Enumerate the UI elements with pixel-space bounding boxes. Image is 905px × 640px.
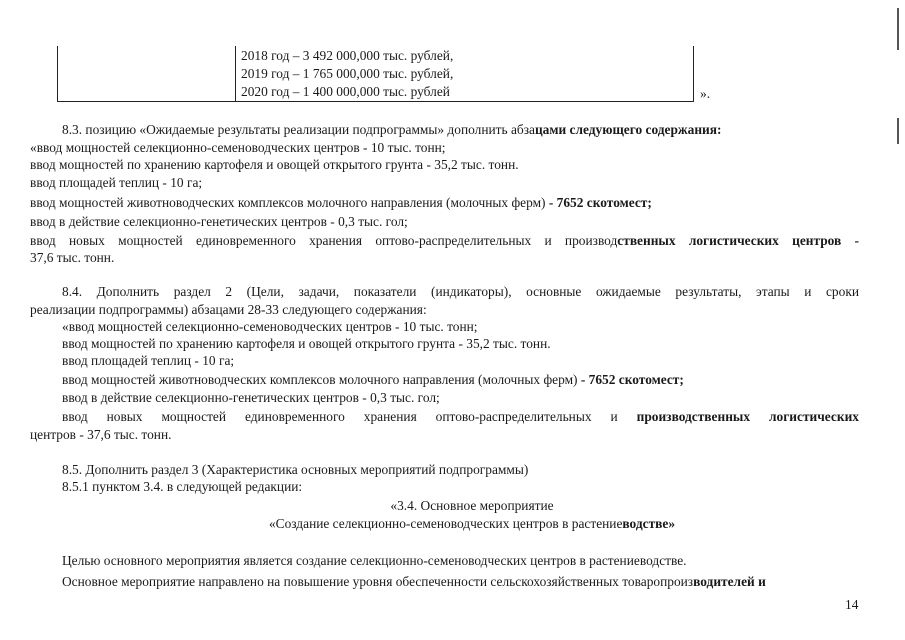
s84-line-3: ввод площадей теплиц - 10 га; [62, 353, 235, 368]
s83-line-6 [30, 233, 859, 249]
s83-line-4-text: ввод мощностей животноводческих комплексов молочного направления (молочных ферм) [30, 195, 546, 210]
s84-line-4-text: ввод мощностей животноводческих комплексов молочного направления (молочных ферм) [62, 372, 578, 387]
table-right-border [693, 46, 694, 102]
s83-heading [62, 122, 721, 138]
page-number: 14 [845, 597, 859, 612]
s83-line-6-text: ввод новых мощностей единовременного хранения оптово-распределительных и производ [30, 233, 618, 248]
scan-edge-mark [897, 118, 899, 144]
s83-line-1: «ввод мощностей селекционно-семеноводческих центров - 10 тыс. тонн; [30, 140, 446, 155]
s85-line-2: 8.5.1 пунктом 3.4. в следующей редакции: [62, 479, 303, 494]
s85-body-line-2 [62, 574, 766, 590]
table-column-divider [235, 46, 236, 102]
s83-heading-bold: цами следующего содержания: [534, 122, 722, 137]
s84-line-7: центров - 37,6 тыс. тонн. [30, 427, 172, 442]
s83-line-3: ввод площадей теплиц - 10 га; [30, 175, 203, 190]
s85-line-1: 8.5. Дополнить раздел 3 (Характеристика основных мероприятий подпрограммы) [62, 462, 529, 477]
s83-line-2: ввод мощностей по хранению картофеля и овощей открытого грунта - 35,2 тыс. тонн. [30, 157, 519, 172]
s83-line-4 [30, 195, 652, 211]
s84-line-2: ввод мощностей по хранению картофеля и овощей открытого грунта - 35,2 тыс. тонн. [62, 336, 551, 351]
s85-body-line-2-bold: водителей и [693, 574, 766, 589]
s85-measure-title-2-text: «Создание селекционно-семеноводческих центров в растение [268, 516, 623, 531]
table-cell-2019: 2019 год – 1 765 000,000 тыс. рублей, [241, 66, 454, 81]
table-cell-2020: 2020 год – 1 400 000,000 тыс. рублей [241, 84, 450, 99]
table-bottom-border [57, 101, 694, 102]
s85-measure-title-2-bold: водстве» [622, 516, 676, 531]
s84-line-6 [62, 409, 859, 425]
s84-line-6-bold: производственных логистических [636, 409, 859, 424]
s85-measure-title-1: «3.4. Основное мероприятие [390, 498, 554, 513]
s83-heading-text: 8.3. позицию «Ожидаемые результаты реализации подпрограммы» дополнить абза [62, 122, 535, 137]
table-closing-quote: ». [700, 86, 711, 101]
s85-measure-title-2 [175, 516, 769, 532]
s84-line-6-text: ввод новых мощностей единовременного хранения оптово-распределительных и [62, 409, 637, 424]
s84-line-4-bold: - 7652 скотомест; [577, 372, 684, 387]
s84-paragraph-line-2: реализации подпрограммы) абзацами 28-33 следующего содержания: [30, 302, 427, 317]
s84-line-4 [62, 372, 684, 388]
s83-line-6-bold: ственных логистических центров - [617, 233, 859, 248]
table-left-border [57, 46, 58, 102]
scan-edge-mark [897, 8, 899, 50]
s85-body-line-2-text: Основное мероприятие направлено на повышение уровня обеспеченности сельскохозяйственных товаропроиз [62, 574, 694, 589]
table-cell-2018: 2018 год – 3 492 000,000 тыс. рублей, [241, 48, 454, 63]
s84-line-1: «ввод мощностей селекционно-семеноводческих центров - 10 тыс. тонн; [62, 319, 478, 334]
s84-paragraph-line-1: 8.4. Дополнить раздел 2 (Цели, задачи, показатели (индикаторы), основные ожидаемые результаты, этапы и сроки [62, 284, 859, 299]
s84-line-5: ввод в действие селекционно-генетических центров - 0,3 тыс. гол; [62, 390, 440, 405]
s83-line-7: 37,6 тыс. тонн. [30, 250, 115, 265]
s83-line-5: ввод в действие селекционно-генетических центров - 0,3 тыс. гол; [30, 214, 408, 229]
s85-body-line-1: Целью основного мероприятия является создание селекционно-семеноводческих центров в растениеводстве. [62, 553, 687, 568]
s83-line-4-bold: - 7652 скотомест; [545, 195, 652, 210]
